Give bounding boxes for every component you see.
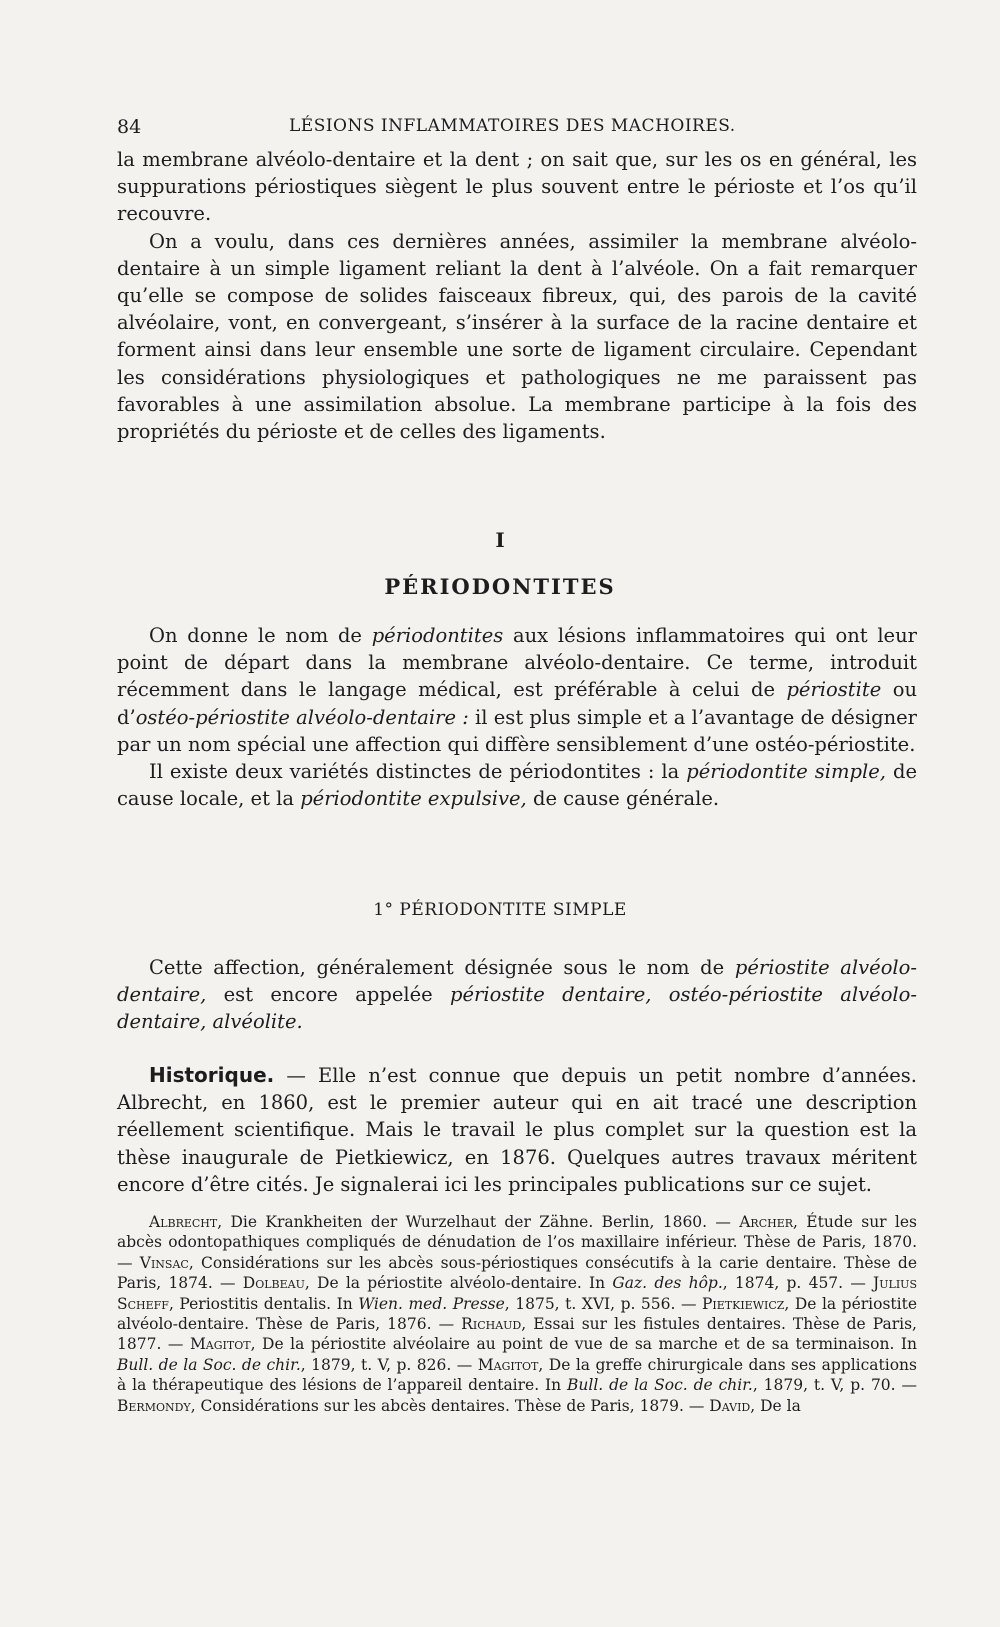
historique-text [117,1062,917,1198]
page-number: 84 [117,116,142,138]
section-text [117,954,917,1036]
intro-paragraph-2: On a voulu, dans ces dernières années, assimiler la membrane alvéolo-dentaire à un simple ligament reliant la dent à l’alvéole. On a fait remarquer qu’elle se compose de solides faisceaux fibreux, qui, des parois de la cavité alvéolaire, vont, en convergeant, s’insérer à la surface de la racine dentaire et forment ainsi dans leur ensemble une sorte de ligament circulaire. Cependant les considérations physiologiques et pathologiques ne me paraissent pas favorables à une assimilation absolue. La membrane participe à la fois des propriétés du périoste et de celles des ligaments. [117,229,917,444]
chapter-number: I [495,528,505,552]
references-text: Albrecht, Die Krankheiten der Wurzelhaut der Zähne. Berlin, 1860. — Archer, Étude sur les abcès odontopathiques compliqués de dénudation de l’os maxillaire inférieur. Thèse de Paris, 1870. — Vinsac, Considérations sur les abcès sous-périostiques consécutifs à la carie dentaire. Thèse de Paris, 1874. — Dolbeau, De la périostite alvéolo-dentaire. In Gaz. des hôp., 1874, p. 457. — Julius Scheff, Periostitis dentalis. In Wien. med. Presse, 1875, t. XVI, p. 556. — Pietkiewicz, De la périostite alvéolo-dentaire. Thèse de Paris, 1876. — Richaud, Essai sur les fistules dentaires. Thèse de Paris, 1877. — Magitot, De la périostite alvéolaire au point de vue de sa marche et de sa terminaison. In Bull. de la Soc. de chir., 1879, t. V, p. 826. — Magitot, De la greffe chirurgicale dans ses applications à la thérapeutique des lésions de l’appareil dentaire. In Bull. de la Soc. de chir., 1879, t. V, p. 70. — Bermondy, Considérations sur les abcès dentaires. Thèse de Paris, 1879. — David, De la [117,1213,918,1415]
intro-text [117,146,917,445]
intro-paragraph-1: la membrane alvéolo-dentaire et la dent ; on sait que, sur les os en général, les suppurations périostiques siègent le plus souvent entre le périoste et l’os qu’il recouvre. [117,148,917,226]
chapter-paragraph-1: On donne le nom de périodontites aux lésions inflammatoires qui ont leur point de départ dans la membrane alvéolo-dentaire. Ce terme, introduit récemment dans le langage médical, est préférable à celui de périostite ou d’ostéo-périostite alvéolo-dentaire : il est plus simple et a l’avantage de désigner par un nom spécial une affection qui diffère sensiblement d’une ostéo-périostite. [117,624,917,756]
historique-paragraph: Historique. — Elle n’est connue que depuis un petit nombre d’années. Albrecht, en 1860, est le premier auteur qui en ait tracé une description réellement scientifique. Mais le travail le plus complet sur la question est la thèse inaugurale de Pietkiewicz, en 1876. Quelques autres travaux méritent encore d’être cités. Je signalerai ici les principales publications sur ce sujet. [117,1063,917,1196]
chapter-title: PÉRIODONTITES [384,574,616,599]
chapter-paragraph-2: Il existe deux variétés distinctes de périodontites : la périodontite simple, de cause locale, et la périodontite expulsive, de cause générale. [117,760,917,811]
page-header [117,116,912,142]
running-head: LÉSIONS INFLAMMATOIRES DES MACHOIRES. [289,116,736,136]
chapter-text [117,622,917,812]
historique-heading: Historique. [149,1063,275,1087]
section-title: 1° PÉRIODONTITE SIMPLE [373,900,627,920]
section-paragraph-1: Cette affection, généralement désignée sous le nom de périostite alvéolo-dentaire, est encore appelée périostite dentaire, ostéo-périostite alvéolo-dentaire, alvéolite. [117,956,917,1034]
references-block [117,1212,917,1416]
